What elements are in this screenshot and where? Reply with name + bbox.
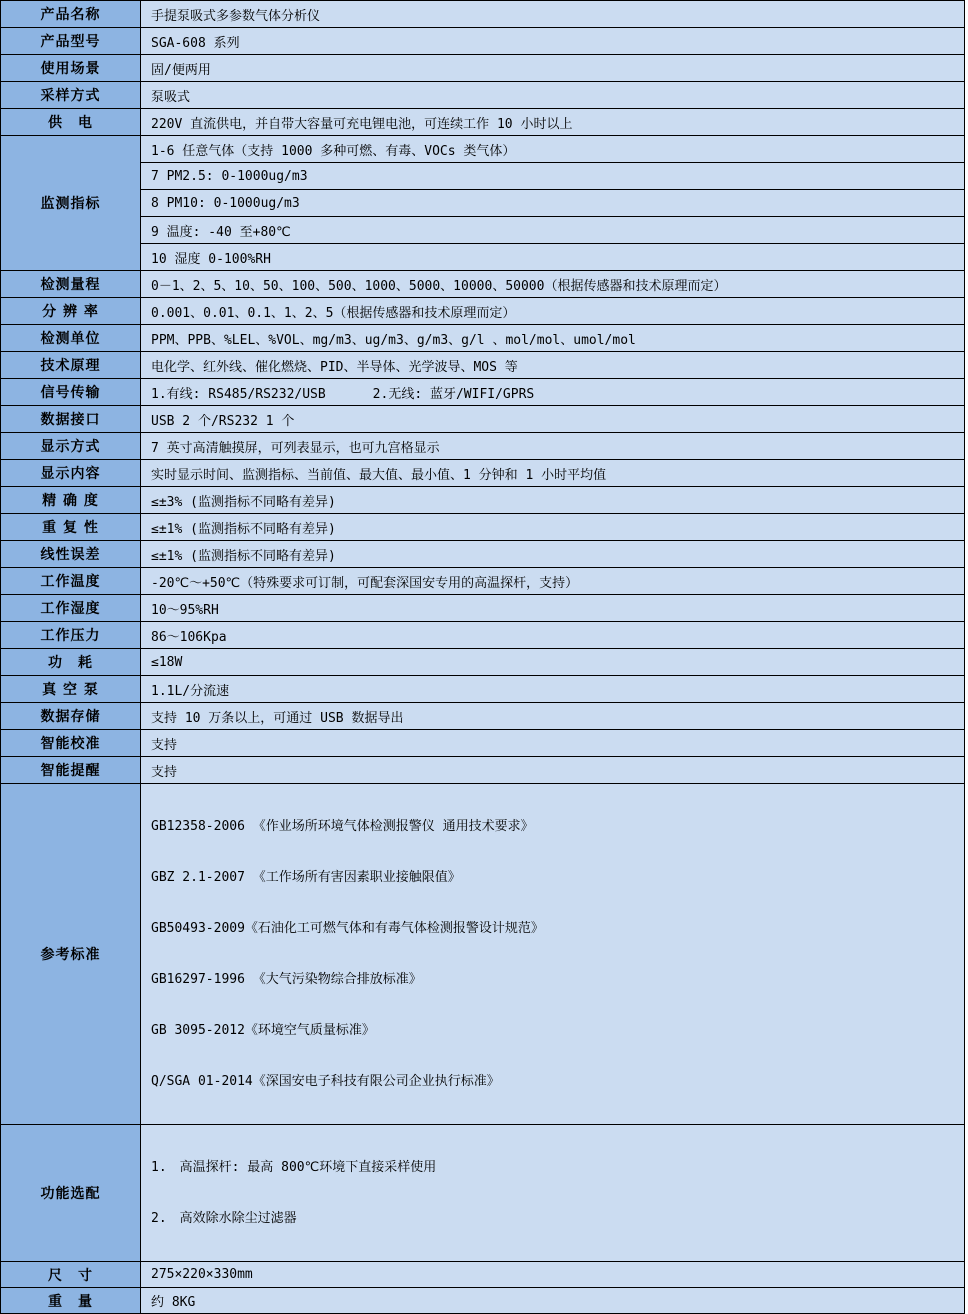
display-content-value: 实时显示时间、监测指标、当前值、最大值、最小值、1 分钟和 1 小时平均值 — [141, 460, 965, 487]
data-interface-label: 数据接口 — [1, 406, 141, 433]
product-model-label: 产品型号 — [1, 28, 141, 55]
monitoring-indicator-item: 7 PM2.5: 0-1000ug/m3 — [141, 163, 965, 190]
detection-range-label: 检测量程 — [1, 271, 141, 298]
working-humidity-label: 工作湿度 — [1, 595, 141, 622]
resolution-value: 0.001、0.01、0.1、1、2、5（根据传感器和技术原理而定） — [141, 298, 965, 325]
dimensions-label: 尺 寸 — [1, 1262, 141, 1288]
sampling-method-label: 采样方式 — [1, 82, 141, 109]
table-row — [1, 406, 965, 433]
table-row — [1, 730, 965, 757]
table-row — [1, 298, 965, 325]
table-row — [1, 55, 965, 82]
usage-scenario-value: 固/便两用 — [141, 55, 965, 82]
repeatability-label: 重 复 性 — [1, 514, 141, 541]
power-consumption-label: 功 耗 — [1, 649, 141, 676]
usage-scenario-label: 使用场景 — [1, 55, 141, 82]
table-row — [1, 433, 965, 460]
reference-standard-line: GB 3095-2012《环境空气质量标准》 — [151, 1023, 375, 1038]
signal-transmission-label: 信号传输 — [1, 379, 141, 406]
monitoring-indicator-item: 10 湿度 0-100%RH — [141, 244, 965, 271]
detection-unit-value: PPM、PPB、%LEL、%VOL、mg/m3、ug/m3、g/m3、g/l 、mol/mol、umol/mol — [141, 325, 965, 352]
linearity-error-label: 线性误差 — [1, 541, 141, 568]
weight-label: 重 量 — [1, 1288, 141, 1314]
data-storage-value: 支持 10 万条以上，可通过 USB 数据导出 — [141, 703, 965, 730]
table-row — [1, 622, 965, 649]
sampling-method-value: 泵吸式 — [141, 82, 965, 109]
power-supply-value: 220V 直流供电，并自带大容量可充电锂电池，可连续工作 10 小时以上 — [141, 109, 965, 136]
weight-value: 约 8KG — [141, 1288, 965, 1314]
display-mode-label: 显示方式 — [1, 433, 141, 460]
working-temperature-label: 工作温度 — [1, 568, 141, 595]
table-row — [1, 568, 965, 595]
product-model-value: SGA-608 系列 — [141, 28, 965, 55]
table-row — [1, 649, 965, 676]
reference-standard-line: GB50493-2009《石油化工可燃气体和有毒气体检测报警设计规范》 — [151, 921, 544, 936]
accuracy-label: 精 确 度 — [1, 487, 141, 514]
reference-standard-line: GB12358-2006 《作业场所环境气体检测报警仪 通用技术要求》 — [151, 819, 534, 834]
table-row — [1, 541, 965, 568]
reference-standard-line: Q/SGA 01-2014《深国安电子科技有限公司企业执行标准》 — [151, 1074, 500, 1089]
table-row — [1, 325, 965, 352]
optional-feature-line: 2. 高效除水除尘过滤器 — [151, 1211, 297, 1226]
technical-principle-value: 电化学、红外线、催化燃烧、PID、半导体、光学波导、MOS 等 — [141, 352, 965, 379]
reference-standard-line: GBZ 2.1-2007 《工作场所有害因素职业接触限值》 — [151, 870, 461, 885]
display-mode-value: 7 英寸高清触摸屏，可列表显示，也可九宫格显示 — [141, 433, 965, 460]
table-row — [1, 487, 965, 514]
table-row — [1, 163, 965, 190]
table-row — [1, 109, 965, 136]
table-row — [1, 271, 965, 298]
power-consumption-value: ≤18W — [141, 649, 965, 676]
table-row — [1, 28, 965, 55]
monitoring-indicators-label: 监测指标 — [1, 136, 141, 271]
working-pressure-value: 86～106Kpa — [141, 622, 965, 649]
power-supply-label: 供 电 — [1, 109, 141, 136]
monitoring-indicator-item: 9 温度: -40 至+80℃ — [141, 217, 965, 244]
data-storage-label: 数据存储 — [1, 703, 141, 730]
working-pressure-label: 工作压力 — [1, 622, 141, 649]
display-content-label: 显示内容 — [1, 460, 141, 487]
linearity-error-value: ≤±1% (监测指标不同略有差异) — [141, 541, 965, 568]
table-row — [1, 676, 965, 703]
table-row — [1, 1288, 965, 1314]
table-row — [1, 1, 965, 28]
product-name-label: 产品名称 — [1, 1, 141, 28]
reference-standard-line: GB16297-1996 《大气污染物综合排放标准》 — [151, 972, 422, 987]
table-row — [1, 190, 965, 217]
detection-range-value: 0－1、2、5、10、50、100、500、1000、5000、10000、50000（根据传感器和技术原理而定） — [141, 271, 965, 298]
smart-reminder-label: 智能提醒 — [1, 757, 141, 784]
reference-standards-value — [141, 784, 965, 1125]
data-interface-value: USB 2 个/RS232 1 个 — [141, 406, 965, 433]
technical-principle-label: 技术原理 — [1, 352, 141, 379]
signal-transmission-value: 1.有线: RS485/RS232/USB 2.无线: 蓝牙/WIFI/GPRS — [141, 379, 965, 406]
table-row — [1, 379, 965, 406]
repeatability-value: ≤±1% (监测指标不同略有差异) — [141, 514, 965, 541]
table-row — [1, 1125, 965, 1262]
working-temperature-value: -20℃～+50℃（特殊要求可订制，可配套深国安专用的高温探杆，支持） — [141, 568, 965, 595]
smart-calibration-label: 智能校准 — [1, 730, 141, 757]
table-row — [1, 244, 965, 271]
table-row — [1, 703, 965, 730]
optional-feature-line: 1. 高温探杆: 最高 800℃环境下直接采样使用 — [151, 1160, 437, 1175]
table-row — [1, 595, 965, 622]
dimensions-value: 275×220×330mm — [141, 1262, 965, 1288]
smart-reminder-value: 支持 — [141, 757, 965, 784]
table-row — [1, 757, 965, 784]
table-row — [1, 1262, 965, 1288]
table-row — [1, 514, 965, 541]
resolution-label: 分 辨 率 — [1, 298, 141, 325]
product-name-value: 手提泵吸式多参数气体分析仪 — [141, 1, 965, 28]
optional-features-value — [141, 1125, 965, 1262]
table-row — [1, 217, 965, 244]
monitoring-indicator-item: 8 PM10: 0-1000ug/m3 — [141, 190, 965, 217]
working-humidity-value: 10～95%RH — [141, 595, 965, 622]
reference-standards-label: 参考标准 — [1, 784, 141, 1125]
table-row — [1, 784, 965, 1125]
table-row — [1, 82, 965, 109]
table-row — [1, 460, 965, 487]
detection-unit-label: 检测单位 — [1, 325, 141, 352]
accuracy-value: ≤±3% (监测指标不同略有差异) — [141, 487, 965, 514]
monitoring-indicator-item: 1-6 任意气体（支持 1000 多种可燃、有毒、VOCs 类气体） — [141, 136, 965, 163]
vacuum-pump-label: 真 空 泵 — [1, 676, 141, 703]
vacuum-pump-value: 1.1L/分流速 — [141, 676, 965, 703]
table-row — [1, 136, 965, 163]
optional-features-label: 功能选配 — [1, 1125, 141, 1262]
table-row — [1, 352, 965, 379]
smart-calibration-value: 支持 — [141, 730, 965, 757]
